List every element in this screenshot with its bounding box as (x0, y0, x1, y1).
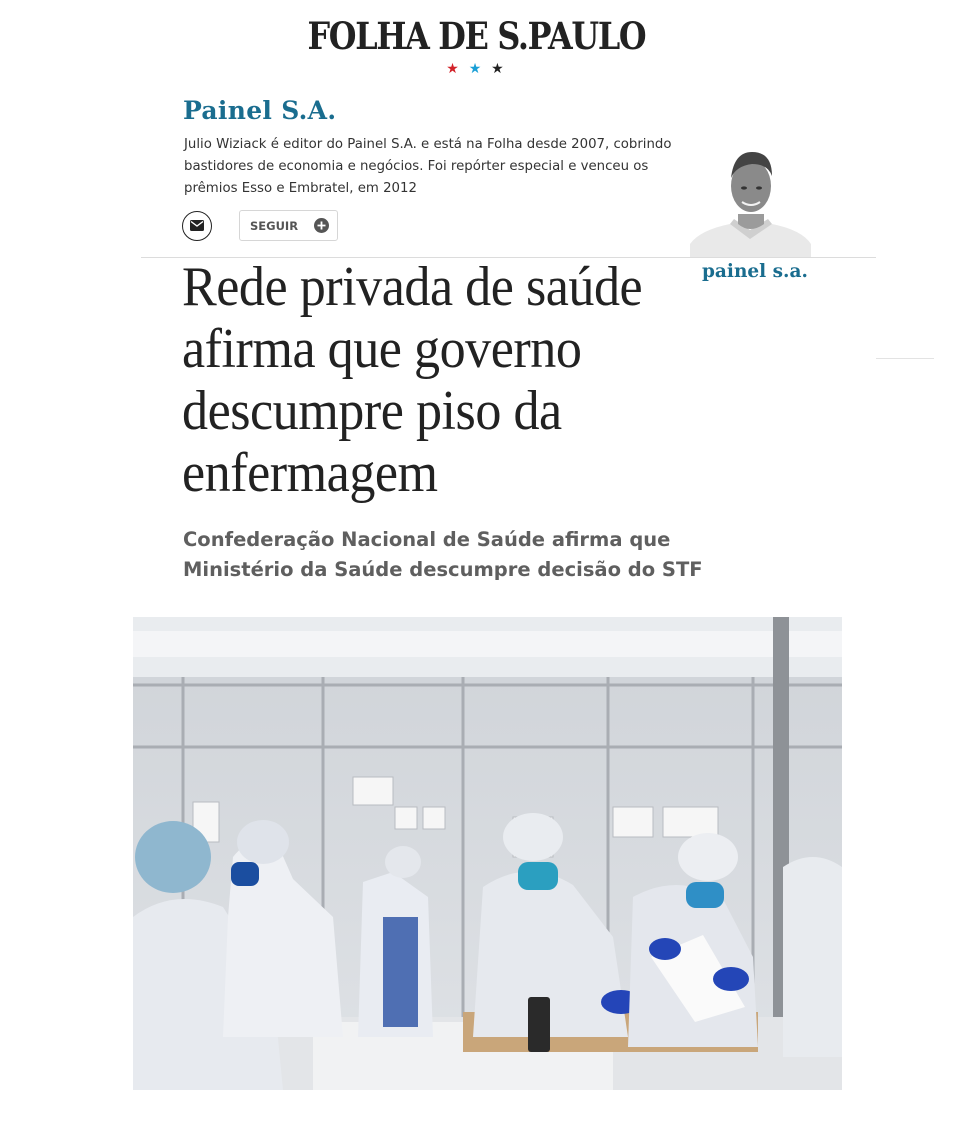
sidebar-divider (876, 358, 934, 359)
plus-circle-icon (314, 218, 329, 233)
masthead (0, 14, 953, 76)
columnist-avatar (690, 144, 811, 257)
masthead-stars (0, 60, 953, 76)
article-subheadline: Confederação Nacional de Saúde afirma que Ministério da Saúde descumpre decisão do STF (183, 528, 703, 581)
columnist-bio: Julio Wiziack é editor do Painel S.A. e está na Folha desde 2007, cobrindo bastidores de economia e negócios. Foi repórter especial e venceu os prêmios Esso e Embratel, em 2012 (184, 137, 672, 196)
email-button[interactable] (182, 211, 212, 241)
star-icon: ★ (468, 60, 485, 76)
follow-button[interactable] (239, 210, 338, 241)
mail-icon (190, 220, 204, 231)
column-title-wrap (183, 93, 336, 129)
star-icon: ★ (446, 60, 462, 76)
folha-logo[interactable]: FOLHA DE S.PAULO (307, 14, 646, 58)
article-photo[interactable] (133, 617, 842, 1090)
star-icon: ★ (491, 60, 507, 76)
column-tag-link[interactable]: painel s.a. (702, 261, 808, 282)
follow-label: SEGUIR (250, 218, 299, 233)
column-title[interactable]: Painel S.A. (183, 96, 337, 125)
article-headline: Rede privada de saúde afirma que governo descumpre piso da enfermagem (182, 256, 643, 504)
column-actions (182, 210, 338, 241)
